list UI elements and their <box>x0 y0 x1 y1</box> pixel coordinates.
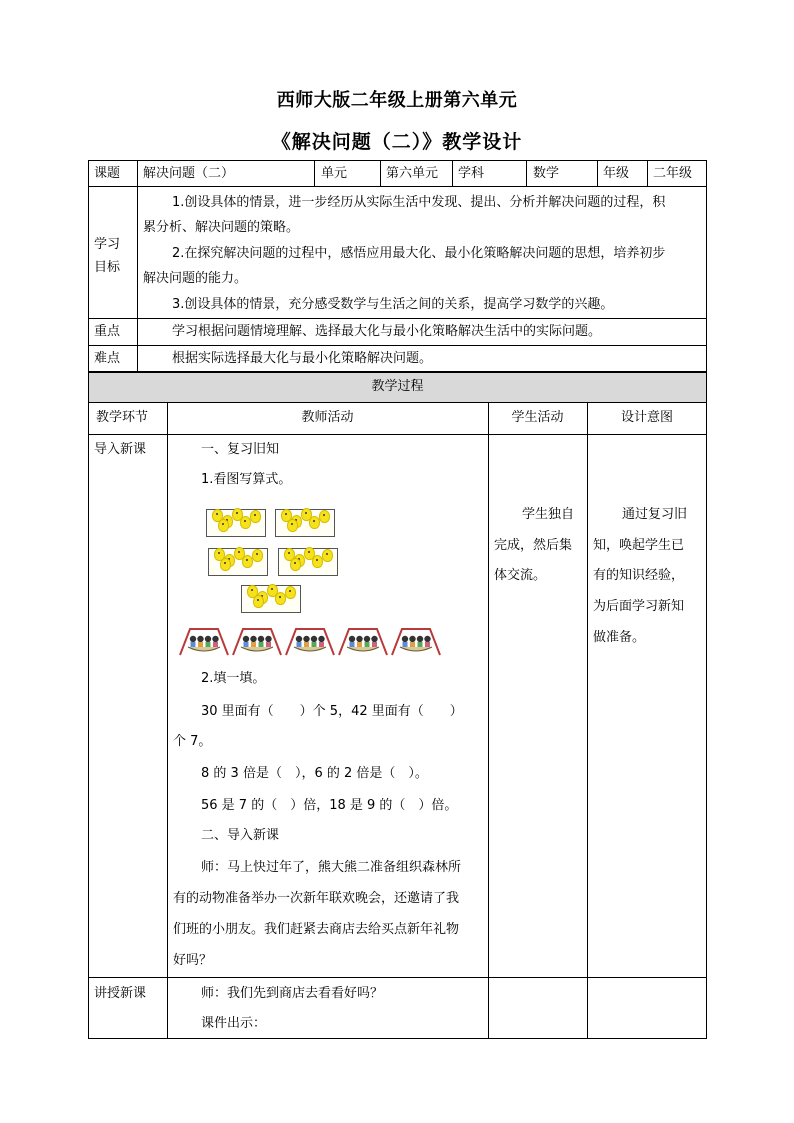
difficulty-text: 根据实际选择最大化与最小化策略解决问题。 <box>172 351 433 366</box>
student-activity-line1: 学生独自 <box>522 507 575 522</box>
document-subtitle: 《解决问题（二）》教学设计 <box>271 131 523 153</box>
process-section-title: 教学过程 <box>371 379 424 394</box>
col-teacher-header: 教师活动 <box>301 410 354 425</box>
col-student-header: 学生活动 <box>511 410 564 425</box>
goal-3-line1: 3.创设具体的情景，充分感受数学与生活之间的关系，提高学习数学的兴趣。 <box>172 297 614 312</box>
fill-in-q1a: 30 里面有（ ）个 5，42 里面有（ ） <box>201 704 463 719</box>
intent-line3: 有的知识经验， <box>593 568 685 583</box>
goal-1-line2: 累分析、解决问题的策略。 <box>143 220 300 235</box>
newlesson-teacher-line1: 师：我们先到商店去看看好吗？ <box>201 986 384 1001</box>
chick-icon <box>218 519 229 532</box>
chick-icon <box>253 595 264 608</box>
key-point-text: 学习根据问题情境理解、选择最大化与最小化策略解决生活中的实际问题。 <box>172 324 602 339</box>
unit-label: 单元 <box>321 166 348 181</box>
fill-in-q3: 56 是 7 的（ ）倍，18 是 9 的（ ）倍。 <box>201 798 458 813</box>
chick-icon <box>252 549 263 562</box>
chick-icon <box>287 519 298 532</box>
swing-icon <box>392 629 440 655</box>
col-intent-header: 设计意图 <box>620 410 673 425</box>
goals-label-line2: 目标 <box>94 260 121 275</box>
swing-icon <box>233 629 281 655</box>
intro-stage-label: 导入新课 <box>94 442 147 457</box>
fill-in-heading: 2.填一填。 <box>201 671 266 686</box>
intent-line1: 通过复习旧 <box>622 507 688 522</box>
intent-line2: 知，唤起学生已 <box>593 538 685 553</box>
teacher-speech-line4: 好吗？ <box>173 953 213 968</box>
chick-icon <box>322 549 333 562</box>
teacher-speech-line3: 们班的小朋友。我们赶紧去商店去给买点新年礼物 <box>173 922 460 937</box>
intent-line5: 做准备。 <box>593 630 646 645</box>
grade-value: 二年级 <box>653 166 693 181</box>
teacher-speech-line2: 有的动物准备举办一次新年联欢晚会，还邀请了我 <box>173 891 460 906</box>
goal-2-line2: 解决问题的能力。 <box>143 271 248 286</box>
student-activity-line2: 完成，然后集 <box>494 538 573 553</box>
col-stage-header: 教学环节 <box>96 410 149 425</box>
difficulty-label: 难点 <box>94 351 121 366</box>
student-activity-line3: 体交流。 <box>494 568 547 583</box>
chick-icon <box>319 510 330 523</box>
intro-review-heading: 一、复习旧知 <box>201 442 280 457</box>
intent-line4: 为后面学习新知 <box>593 599 685 614</box>
grade-label: 年级 <box>603 166 630 181</box>
teacher-speech-line1: 师：马上快过年了，熊大熊二准备组织森林所 <box>201 860 462 875</box>
subject-label: 学科 <box>458 166 485 181</box>
goal-1-line1: 1.创设具体的情景，进一步经历从实际生活中发现、提出、分析并解决问题的过程，积 <box>172 195 666 210</box>
swing-icons <box>178 625 448 657</box>
fill-in-q1b: 个 7。 <box>173 734 212 749</box>
chick-icon <box>220 558 231 571</box>
intro-look-write: 1.看图写算式。 <box>201 472 292 487</box>
goals-label-line1: 学习 <box>94 237 121 252</box>
fill-in-q2: 8 的 3 倍是（ ），6 的 2 倍是（ ）。 <box>201 766 428 781</box>
chick-icon <box>250 510 261 523</box>
topic-label: 课题 <box>94 166 121 181</box>
swing-icon <box>180 629 228 655</box>
subject-value: 数学 <box>533 166 560 181</box>
swing-icon <box>339 629 387 655</box>
goal-2-line1: 2.在探究解决问题的过程中，感悟应用最大化、最小化策略解决问题的思想，培养初步 <box>172 246 666 261</box>
chick-icon <box>290 558 301 571</box>
swing-icon <box>286 629 334 655</box>
newlesson-teacher-line2: 课件出示： <box>201 1016 267 1031</box>
key-point-label: 重点 <box>94 324 121 339</box>
chick-icon <box>285 586 296 599</box>
topic-value: 解决问题（二） <box>143 166 235 181</box>
intro-new-heading: 二、导入新课 <box>201 828 280 843</box>
document-title: 西师大版二年级上册第六单元 <box>276 90 518 111</box>
newlesson-stage-label: 讲授新课 <box>94 986 147 1001</box>
unit-value: 第六单元 <box>386 166 439 181</box>
